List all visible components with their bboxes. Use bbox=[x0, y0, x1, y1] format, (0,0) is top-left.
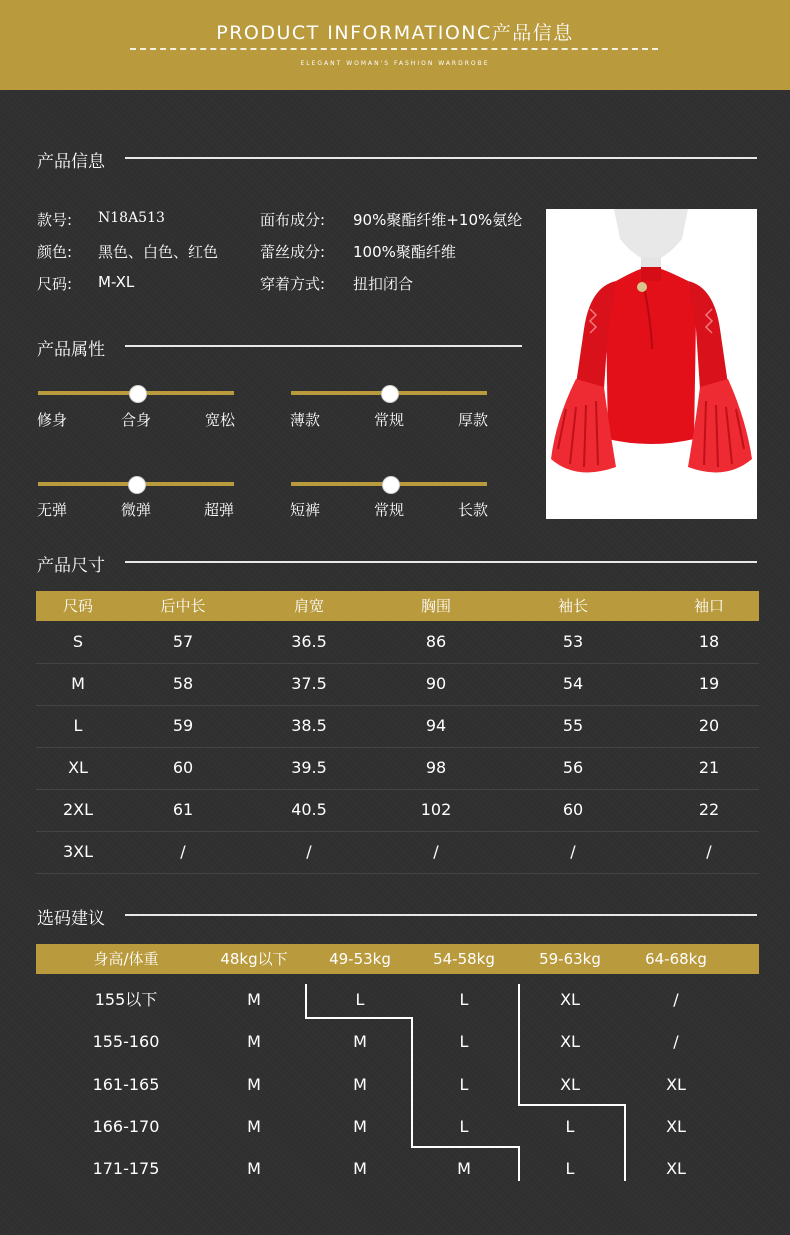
recommend-table-cell: M bbox=[247, 1074, 261, 1094]
recommend-table-cell: M bbox=[247, 1032, 261, 1052]
banner-title: PRODUCT INFORMATIONC产品信息 bbox=[216, 22, 574, 44]
section-title-attributes: 产品属性 bbox=[37, 340, 105, 360]
size-header-cuff: 袖口 bbox=[693, 597, 724, 615]
size-header-sleeve-length: 袖长 bbox=[557, 597, 588, 615]
recommend-table-header bbox=[36, 944, 759, 974]
recommend-table-cell: M bbox=[353, 1159, 367, 1179]
size-table-cell: 102 bbox=[420, 800, 452, 819]
recommend-header-w1: 48kg以下 bbox=[220, 950, 288, 968]
length-label-regular: 常规 bbox=[374, 501, 405, 519]
size-table-cell: 3XL bbox=[62, 842, 94, 861]
recommend-table-cell: / bbox=[673, 1032, 679, 1052]
size-label: 尺码: bbox=[37, 275, 73, 293]
stretch-label-slight: 微弹 bbox=[121, 501, 152, 519]
size-table-row bbox=[36, 747, 759, 790]
fit-label-regular: 合身 bbox=[121, 411, 152, 429]
size-table-cell: / bbox=[180, 842, 186, 861]
step-line bbox=[411, 1146, 519, 1148]
recommend-header-w4: 59-63kg bbox=[539, 950, 601, 968]
length-label-short: 短裤 bbox=[290, 501, 321, 519]
recommend-table-cell: 166-170 bbox=[92, 1116, 160, 1136]
size-table-cell: 98 bbox=[425, 758, 447, 777]
step-line bbox=[518, 1104, 626, 1106]
recommend-table-cell: M bbox=[353, 1032, 367, 1052]
stretch-label-none: 无弹 bbox=[37, 501, 68, 519]
banner-divider bbox=[130, 48, 658, 50]
size-table-cell: 40.5 bbox=[291, 800, 327, 819]
size-table-cell: 18 bbox=[698, 632, 720, 651]
recommend-table-cell: XL bbox=[560, 1032, 580, 1052]
recommend-table-cell: L bbox=[459, 1032, 469, 1052]
thickness-label-regular: 常规 bbox=[374, 411, 405, 429]
recommend-table-cell: L bbox=[565, 1116, 575, 1136]
size-table-cell: / bbox=[570, 842, 576, 861]
fit-label-loose: 宽松 bbox=[205, 411, 236, 429]
step-line bbox=[518, 1146, 520, 1181]
size-table-row bbox=[36, 663, 759, 706]
size-table-cell: 53 bbox=[562, 632, 584, 651]
recommend-header-w5: 64-68kg bbox=[645, 950, 707, 968]
section-divider bbox=[125, 345, 522, 347]
size-table-cell: 94 bbox=[425, 716, 447, 735]
recommend-table-cell: XL bbox=[560, 1074, 580, 1094]
size-table-cell: 19 bbox=[698, 674, 720, 693]
recommend-table-cell: XL bbox=[666, 1074, 686, 1094]
thickness-label-thin: 薄款 bbox=[290, 411, 321, 429]
recommend-table-cell: XL bbox=[666, 1159, 686, 1179]
size-table-row bbox=[36, 831, 759, 874]
size-table-cell: / bbox=[306, 842, 312, 861]
size-table-cell: 58 bbox=[172, 674, 194, 693]
product-image bbox=[546, 209, 757, 519]
wear-label: 穿着方式: bbox=[260, 275, 326, 293]
recommend-table-cell: 171-175 bbox=[92, 1159, 160, 1179]
size-table-cell: 37.5 bbox=[291, 674, 327, 693]
size-table-cell: 38.5 bbox=[291, 716, 327, 735]
recommend-table-cell: XL bbox=[666, 1116, 686, 1136]
size-table-cell: 36.5 bbox=[291, 632, 327, 651]
lace-label: 蕾丝成分: bbox=[260, 243, 326, 261]
fabric-value: 90%聚酯纤维+10%氨纶 bbox=[353, 211, 523, 229]
length-label-long: 长款 bbox=[458, 501, 489, 519]
size-table-cell: 60 bbox=[562, 800, 584, 819]
section-title-info: 产品信息 bbox=[37, 152, 105, 172]
section-divider bbox=[125, 914, 757, 916]
recommend-table-cell: L bbox=[459, 1074, 469, 1094]
size-table-row bbox=[36, 789, 759, 832]
color-value: 黑色、白色、红色 bbox=[98, 243, 219, 261]
recommend-table-cell: M bbox=[353, 1116, 367, 1136]
size-header-bust: 胸围 bbox=[420, 597, 451, 615]
fit-slider-knob[interactable] bbox=[129, 385, 147, 403]
size-table-cell: 20 bbox=[698, 716, 720, 735]
size-table-cell: 54 bbox=[562, 674, 584, 693]
fabric-label: 面布成分: bbox=[260, 211, 326, 229]
section-divider bbox=[125, 157, 757, 159]
recommend-table-cell: M bbox=[457, 1159, 471, 1179]
recommend-header-w2: 49-53kg bbox=[329, 950, 391, 968]
thickness-slider-knob[interactable] bbox=[381, 385, 399, 403]
recommend-table-cell: / bbox=[673, 990, 679, 1009]
wear-value: 扭扣闭合 bbox=[353, 275, 414, 293]
size-table-cell: XL bbox=[68, 758, 88, 777]
recommend-table-row bbox=[36, 979, 759, 1021]
stretch-label-high: 超弹 bbox=[204, 501, 235, 519]
recommend-table-row bbox=[36, 1148, 759, 1190]
size-table-row bbox=[36, 621, 759, 664]
recommend-table-row bbox=[36, 1064, 759, 1106]
size-table-cell: L bbox=[73, 716, 83, 735]
size-header-back-length: 后中长 bbox=[160, 597, 206, 615]
recommend-table-cell: M bbox=[247, 1116, 261, 1136]
step-line bbox=[518, 984, 520, 1105]
step-line bbox=[305, 1017, 413, 1019]
size-table-header bbox=[36, 591, 759, 621]
thickness-label-thick: 厚款 bbox=[458, 411, 489, 429]
recommend-table-cell: L bbox=[355, 990, 365, 1009]
banner-subtitle: ELEGANT WOMAN'S FASHION WARDROBE bbox=[300, 60, 490, 67]
recommend-header-height-weight: 身高/体重 bbox=[93, 950, 159, 968]
recommend-table-row bbox=[36, 1106, 759, 1148]
color-label: 颜色: bbox=[37, 243, 73, 261]
size-header-shoulder: 肩宽 bbox=[293, 597, 324, 615]
size-table-cell: 57 bbox=[172, 632, 194, 651]
size-table-cell: / bbox=[433, 842, 439, 861]
size-table-cell: 55 bbox=[562, 716, 584, 735]
recommend-table-cell: M bbox=[247, 990, 261, 1009]
recommend-table-row bbox=[36, 1021, 759, 1063]
style-no-value: N18A513 bbox=[98, 210, 165, 226]
recommend-table-cell: 155-160 bbox=[92, 1032, 160, 1052]
size-table-cell: 2XL bbox=[62, 800, 94, 819]
length-slider-knob[interactable] bbox=[382, 476, 400, 494]
size-table-cell: 59 bbox=[172, 716, 194, 735]
size-table-cell: / bbox=[706, 842, 712, 861]
recommend-table-cell: L bbox=[459, 990, 469, 1009]
size-table-cell: M bbox=[71, 674, 85, 693]
recommend-table-cell: L bbox=[459, 1116, 469, 1136]
size-value: M-XL bbox=[98, 273, 135, 291]
recommend-table-cell: M bbox=[247, 1159, 261, 1179]
step-line bbox=[624, 1104, 626, 1181]
size-table-cell: 90 bbox=[425, 674, 447, 693]
stretch-slider-knob[interactable] bbox=[128, 476, 146, 494]
fit-label-slim: 修身 bbox=[37, 411, 68, 429]
lace-value: 100%聚酯纤维 bbox=[353, 243, 456, 261]
style-no-label: 款号: bbox=[37, 211, 73, 229]
step-line bbox=[411, 1017, 413, 1147]
recommend-table-cell: M bbox=[353, 1074, 367, 1094]
section-title-size: 产品尺寸 bbox=[37, 556, 105, 576]
recommend-table-cell: 155以下 bbox=[94, 990, 158, 1009]
section-title-recommend: 选码建议 bbox=[37, 909, 105, 929]
size-table-cell: 61 bbox=[172, 800, 194, 819]
section-divider bbox=[125, 561, 757, 563]
size-header-size: 尺码 bbox=[62, 597, 93, 615]
step-line bbox=[305, 984, 307, 1018]
header-banner bbox=[0, 0, 790, 90]
size-table-cell: 60 bbox=[172, 758, 194, 777]
size-table-cell: 22 bbox=[698, 800, 720, 819]
size-table-row bbox=[36, 705, 759, 748]
size-table-cell: S bbox=[72, 632, 84, 651]
size-table-cell: 39.5 bbox=[291, 758, 327, 777]
recommend-table-cell: L bbox=[565, 1159, 575, 1179]
recommend-table-cell: XL bbox=[560, 990, 580, 1009]
size-table-cell: 21 bbox=[698, 758, 720, 777]
recommend-table-cell: 161-165 bbox=[92, 1074, 160, 1094]
recommend-header-w3: 54-58kg bbox=[433, 950, 495, 968]
size-table-cell: 86 bbox=[425, 632, 447, 651]
size-table-cell: 56 bbox=[562, 758, 584, 777]
